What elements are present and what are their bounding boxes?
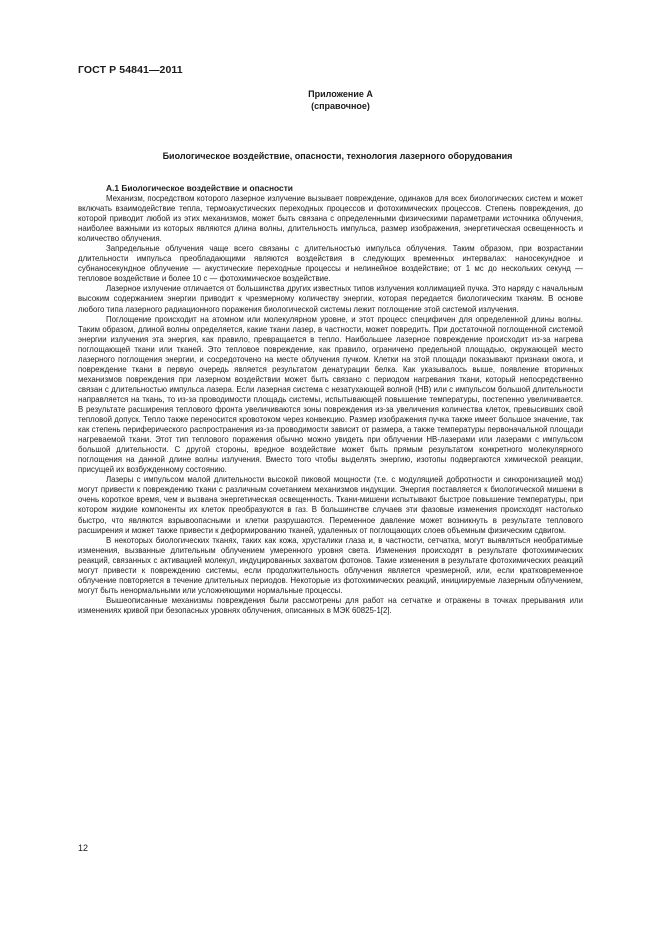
body-text (78, 194, 583, 616)
paragraph: Вышеописанные механизмы повреждения были рассмотрены для работ на сетчатке и отражены в точках прерывания или изменениях кривой при безопасных уровнях облучения, описанных в МЭК 60825-1[2]. (78, 595, 583, 615)
paragraph: Поглощение происходит на атомном или молекулярном уровне, и этот процесс специфичен для определенной длины волны. Таким образом, длиной волны определяется, какие ткани лазер, в частности, может повредить. При достаточной поглощенной системой энергии излучения эта энергия, как правило, превращается в тепло. Наибольшее лазерное повреждение происходит из-за нагрева поглощающей ткани или тканей. Это тепловое повреждение, как правило, ограничено предельной площадью, окружающей место лазерного поглощения энергии, и сосредоточено на месте облучения пучком. Клетки на этой площади показывают признаки ожога, и повреждение ткани в первую очередь является результатом денатурации белка. Как указывалось выше, появление вторичных механизмов повреждения при лазерном воздействии может быть связано с периодом нагревания ткани, который непосредственно связан с длительностью импульса лазера. Если лазерная система с незатухающей волной (НВ) или с импульсом большой длительности направляется на ткань, то из-за проводимости площадь системы, испытывающей повышение температуры, постепенно увеличивается. В результате расширения теплового фронта увеличиваются зоны повреждения из-за увеличения количества клеток, превысивших свой тепловой допуск. Тепло также переносится кровотоком через конвекцию. Размер изображения пучка также имеет большое значение, так как степень периферического распространения из-за проводимости зависит от размера, а также температуры первоначальной площади нагреваемой ткани. Этот тип теплового поражения обычно можно увидеть при облучении НВ-лазерами или лазерами с импульсом большой длительности. С другой стороны, вредное воздействие может быть прямым результатом конкретного молекулярного поглощения на данной длине волны излучения. Вместо того чтобы выделять энергию, изотопы подвергаются химической реакции, присущей их возбужденному состоянию. (78, 314, 583, 475)
annex-heading (0, 88, 661, 112)
paragraph: Лазерное излучение отличается от большинства других известных типов излучения коллимацией пучка. Это наряду с начальным высоким содержанием энергии приводит к чрезмерному количеству энергии, которая передается биологическим тканям. В основе любого типа лазерного радиационного поражения биологической системы лежит поглощение этой системой излучения. (78, 284, 583, 314)
paragraph: Лазеры с импульсом малой длительности высокой пиковой мощности (т.е. с модуляцией добротности и синхронизацией мод) могут привести к повреждению ткани с различным сочетанием механизмов индукции. Энергия поставляется к биологической мишени в очень короткое время, чем и вызвана энергетическая освещенность. Ткани-мишени испытывают быстрое повышение температуры, при котором жидкие компоненты их клеток преобразуются в газ. В большинстве случаев эти фазовые изменения происходят настолько быстро, что являются взрывоопасными и клетки разрушаются. Переменное давление может возникнуть в результате теплового расширения и может также привести к деформированию тканей, удаленных от поглощающих слоев объемным физическим сдвигом. (78, 475, 583, 535)
paragraph: Запредельные облучения чаще всего связаны с длительностью импульса облучения. Таким образом, при возрастании длительности импульса преобладающими являются воздействия в следующих временных интервалах: наносекундное и субнаносекундное облучение — акустические переходные процессы и нелинейное воздействие; от 1 мс до нескольких секунд — тепловое воздействие и более 10 с — фотохимическое воздействие. (78, 244, 583, 284)
paragraph: Механизм, посредством которого лазерное излучение вызывает повреждение, одинаков для всех биологических систем и может включать взаимодействие тепла, термоакустических переходных процессов и фотохимических процессов. Степень повреждения, до которой приводит любой из этих механизмов, может быть связана с определенными физическими параметрами источника облучения, наиболее важными из которых являются длина волны, длительность импульса, размер изображения, энергетическая освещенность и количество облучения. (78, 194, 583, 244)
annex-title: Биологическое воздействие, опасности, технология лазерного оборудования (162, 151, 513, 161)
annex-label: Приложение А (308, 89, 373, 99)
annex-type: (справочное) (311, 101, 370, 111)
paragraph: В некоторых биологических тканях, таких как кожа, хрусталики глаза и, в частности, сетчатка, могут выявляться необратимые изменения, вызванные длительным облучением умеренного уровня света. Изменения происходят в результате фотохимических реакций, связанных с активацией молекул, индуцированных захватом фотонов. Такие изменения в результате фотохимических реакций могут привести к повреждению системы, если продолжительность облучения является чрезмерной, или, если кратковременное облучение повторяется в течение длительных периодов. Некоторые из фотохимических реакций, инициируемые лазерным облучением, могут быть ненормальными или усложняющими нормальные процессы. (78, 535, 583, 595)
standard-designation: ГОСТ Р 54841—2011 (78, 64, 183, 76)
section-heading: А.1 Биологическое воздействие и опасности (106, 183, 293, 193)
page-number: 12 (78, 843, 89, 853)
